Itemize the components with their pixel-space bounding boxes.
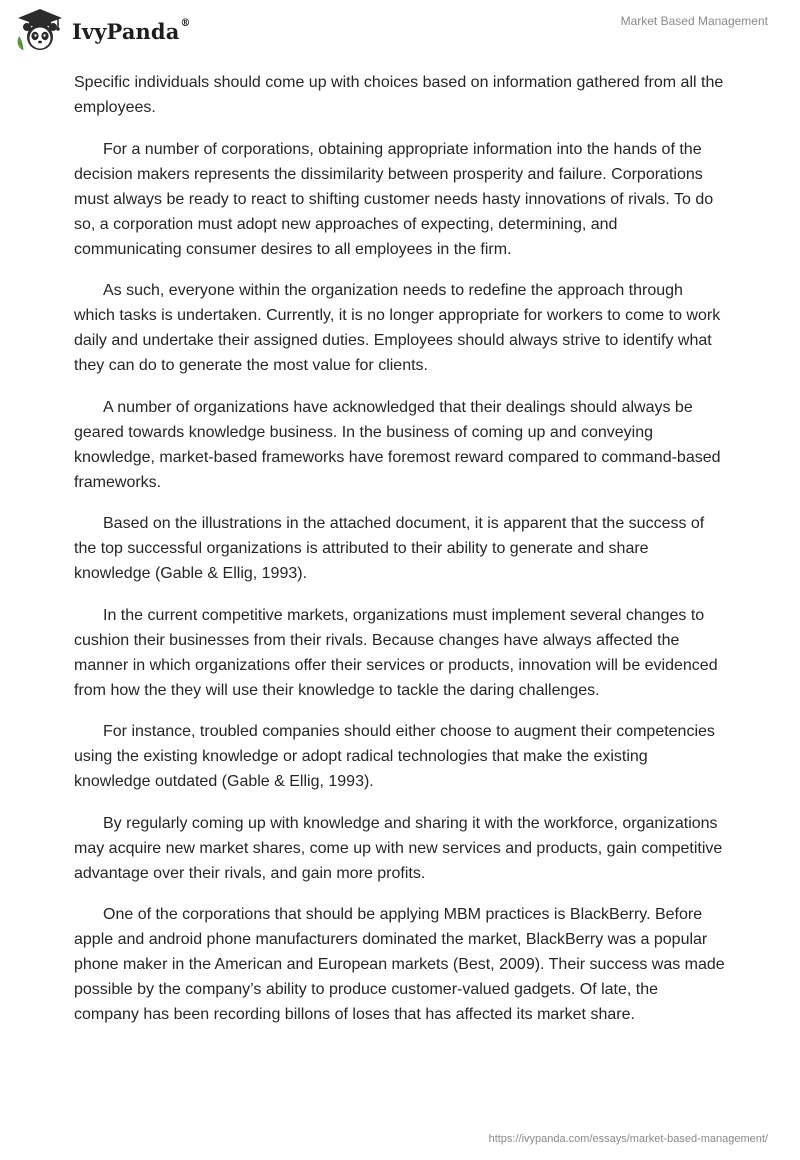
essay-body xyxy=(74,70,726,1044)
paragraph: Specific individuals should come up with choices based on information gathered from all the employees. xyxy=(74,74,724,116)
paragraph: A number of organizations have acknowledged that their dealings should always be geared towards knowledge business. In the business of coming up and conveying knowledge, market-based frameworks have foremost reward compared to command-based frameworks. xyxy=(74,398,721,491)
paragraph: By regularly coming up with knowledge and sharing it with the workforce, organizations may acquire new market shares, come up with new services and products, gain competitive advantage over their rivals, and gain more profits. xyxy=(74,814,723,882)
panda-graduate-icon xyxy=(14,6,66,52)
document-title: Market Based Management xyxy=(620,14,768,28)
paragraph: As such, everyone within the organization needs to redefine the approach through which tasks is undertaken. Currently, it is no longer appropriate for workers to come to work daily and undertake their assigned duties. Employees should always strive to identify what they can do to generate the most value for clients. xyxy=(74,282,721,374)
page-header xyxy=(0,0,800,70)
paragraph: In the current competitive markets, organizations must implement several changes to cushion their businesses from their rivals. Because changes have always affected the manner in which organizations offer their services or products, innovation will be evidenced from how the they will use their knowledge to tackle the daring challenges. xyxy=(74,606,718,699)
paragraph: Based on the illustrations in the attached document, it is apparent that the success of the top successful organizations is attributed to their ability to generate and share knowledge (Gable & Ellig, 1993). xyxy=(74,515,705,582)
ivypanda-logo[interactable] xyxy=(14,6,191,52)
paragraph: One of the corporations that should be applying MBM practices is BlackBerry. Before apple and android phone manufacturers dominated the market, BlackBerry was a popular phone maker in the American and European markets (Best, 2009). Their success was made possible by the company’s ability to produce customer-valued gadgets. Of late, the company has been recording billons of loses that has affected its market share. xyxy=(74,906,725,1023)
paragraph: For a number of corporations, obtaining appropriate information into the hands of the decision makers represents the dissimilarity between prosperity and failure. Corporations must always be ready to react to shifting customer needs hasty innovations of rivals. To do so, a corporation must adopt new approaches of expecting, determining, and communicating consumer desires to all employees in the firm. xyxy=(74,140,714,258)
source-url[interactable]: https://ivypanda.com/essays/market-based-management/ xyxy=(488,1133,768,1145)
registered-mark: ® xyxy=(180,17,191,29)
brand-name: IvyPanda® xyxy=(72,17,191,44)
paragraph: For instance, troubled companies should either choose to augment their competencies using the existing knowledge or adopt radical technologies that make the existing knowledge outdated (Gable & Ellig, 1993). xyxy=(74,723,715,790)
